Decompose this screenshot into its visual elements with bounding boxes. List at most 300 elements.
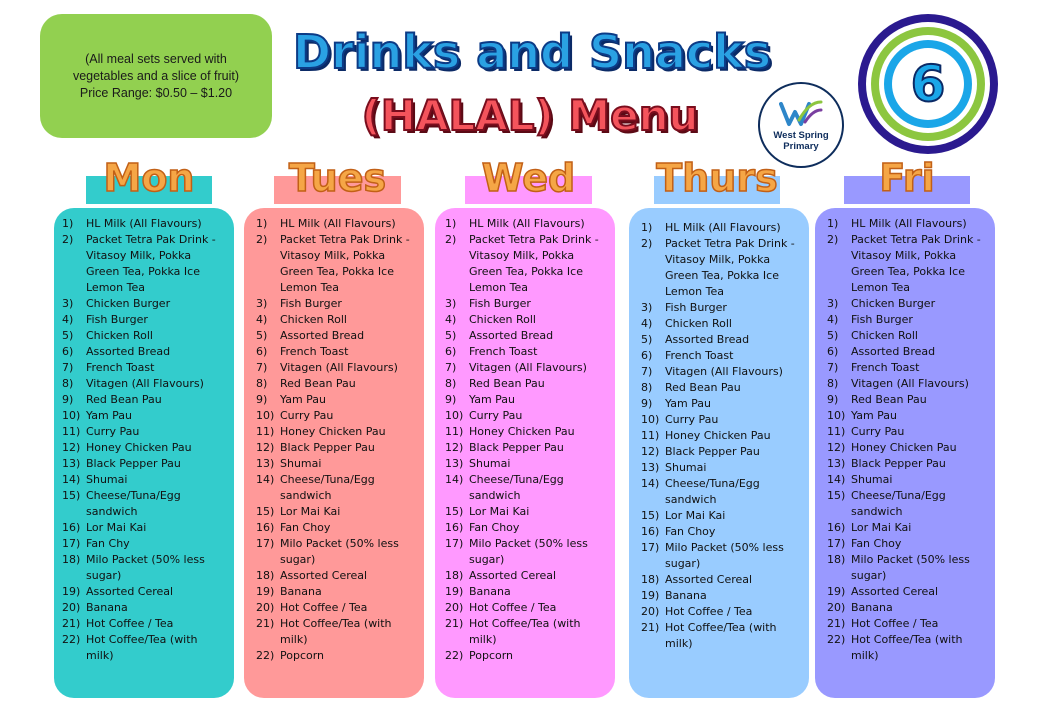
menu-item-text: Red Bean Pau: [665, 381, 741, 394]
menu-column-thurs: [629, 208, 809, 698]
menu-column-wed: [435, 208, 615, 698]
menu-item-number: 21): [641, 621, 660, 634]
menu-item: [827, 328, 987, 344]
menu-item-text: French Toast: [665, 349, 734, 362]
menu-item-text: Fish Burger: [86, 313, 148, 326]
info-line-1: (All meal sets served with: [85, 51, 227, 66]
menu-item: [62, 296, 226, 312]
menu-item: [827, 360, 987, 376]
menu-item-text: Chicken Roll: [851, 329, 918, 342]
menu-item: [62, 520, 226, 536]
menu-item: [62, 312, 226, 328]
menu-item: [62, 456, 226, 472]
menu-item: [256, 408, 416, 424]
menu-item: [445, 232, 607, 296]
menu-item-text: HL Milk (All Flavours): [280, 217, 396, 230]
menu-item-number: 3): [256, 297, 268, 310]
menu-item-text: Black Pepper Pau: [851, 457, 946, 470]
menu-item-number: 1): [256, 217, 268, 230]
menu-item-text: Curry Pau: [851, 425, 905, 438]
menu-item-text: Black Pepper Pau: [86, 457, 181, 470]
menu-item-text: Chicken Burger: [851, 297, 936, 310]
menu-item-number: 20): [641, 605, 660, 618]
menu-item-text: Assorted Bread: [851, 345, 936, 358]
menu-item-text: Hot Coffee / Tea: [851, 617, 939, 630]
menu-item: [641, 396, 801, 412]
menu-item: [827, 536, 987, 552]
menu-item: [445, 392, 607, 408]
menu-item-text: Packet Tetra Pak Drink - Vitasoy Milk, Pokka Green Tea, Pokka Ice Lemon Tea: [280, 233, 410, 294]
menu-item-number: 8): [445, 377, 457, 390]
menu-item-number: 8): [256, 377, 268, 390]
menu-item: [641, 364, 801, 380]
menu-item: [256, 392, 416, 408]
menu-item: [256, 216, 416, 232]
menu-item-number: 4): [256, 313, 268, 326]
menu-item-number: 13): [641, 461, 660, 474]
menu-item-text: Vitagen (All Flavours): [86, 377, 204, 390]
menu-item: [62, 632, 226, 664]
menu-item-text: Hot Coffee / Tea: [469, 601, 557, 614]
menu-item: [641, 428, 801, 444]
menu-item-number: 17): [62, 537, 81, 550]
menu-item: [256, 568, 416, 584]
menu-item-number: 22): [445, 649, 464, 662]
menu-item-number: 4): [827, 313, 839, 326]
menu-item: [827, 488, 987, 520]
menu-item-number: 14): [641, 477, 660, 490]
menu-item: [445, 328, 607, 344]
menu-item: [445, 536, 607, 568]
menu-item-text: Lor Mai Kai: [469, 505, 530, 518]
menu-item-number: 15): [256, 505, 275, 518]
menu-item: [62, 376, 226, 392]
menu-item-number: 3): [62, 297, 74, 310]
menu-item-text: Assorted Bread: [86, 345, 171, 358]
menu-item-text: Curry Pau: [86, 425, 140, 438]
menu-item-number: 18): [641, 573, 660, 586]
menu-item-text: Red Bean Pau: [851, 393, 927, 406]
menu-item-number: 7): [256, 361, 268, 374]
day-header-fri: [844, 156, 970, 206]
menu-item: [827, 616, 987, 632]
menu-item-text: Honey Chicken Pau: [469, 425, 575, 438]
menu-item-number: 7): [827, 361, 839, 374]
menu-item: [445, 584, 607, 600]
menu-item: [641, 220, 801, 236]
menu-item: [445, 296, 607, 312]
menu-item-number: 2): [256, 233, 268, 246]
menu-item-text: Assorted Bread: [280, 329, 365, 342]
menu-item-text: Lor Mai Kai: [86, 521, 147, 534]
menu-item: [827, 408, 987, 424]
menu-item: [445, 648, 607, 664]
menu-item-text: Fan Choy: [469, 521, 520, 534]
price-info-box: [40, 14, 272, 138]
menu-item-number: 12): [445, 441, 464, 454]
menu-item-number: 5): [256, 329, 268, 342]
menu-item-text: Black Pepper Pau: [280, 441, 375, 454]
menu-item: [256, 376, 416, 392]
menu-item-text: Assorted Cereal: [280, 569, 368, 582]
menu-item-number: 5): [641, 333, 653, 346]
menu-item: [641, 508, 801, 524]
menu-item: [641, 332, 801, 348]
menu-item-text: French Toast: [280, 345, 349, 358]
menu-item: [641, 348, 801, 364]
menu-item-number: 6): [62, 345, 74, 358]
menu-item-number: 9): [445, 393, 457, 406]
menu-item-number: 19): [62, 585, 81, 598]
menu-item-number: 18): [827, 553, 846, 566]
menu-item-number: 1): [62, 217, 74, 230]
menu-item: [641, 316, 801, 332]
menu-item: [827, 552, 987, 584]
menu-item-text: Assorted Cereal: [86, 585, 174, 598]
menu-item-text: HL Milk (All Flavours): [469, 217, 585, 230]
menu-item: [445, 376, 607, 392]
menu-item-number: 16): [256, 521, 275, 534]
menu-item-text: Fan Choy: [851, 537, 902, 550]
menu-item: [641, 604, 801, 620]
menu-item-text: Shumai: [665, 461, 707, 474]
menu-item: [827, 424, 987, 440]
menu-item: [256, 296, 416, 312]
menu-item-number: 7): [445, 361, 457, 374]
menu-item-text: Curry Pau: [469, 409, 523, 422]
menu-item: [827, 216, 987, 232]
menu-item-number: 10): [62, 409, 81, 422]
menu-item-number: 20): [445, 601, 464, 614]
menu-item: [641, 236, 801, 300]
menu-item-text: Assorted Bread: [665, 333, 750, 346]
day-label: Wed: [481, 156, 576, 200]
menu-item-text: Hot Coffee/Tea (with milk): [86, 633, 198, 662]
week-number-badge: [858, 14, 998, 154]
menu-item-number: 16): [62, 521, 81, 534]
menu-item-number: 12): [256, 441, 275, 454]
day-header-mon: [86, 156, 212, 206]
menu-item-text: Yam Pau: [469, 393, 516, 406]
menu-item-text: Hot Coffee / Tea: [86, 617, 174, 630]
menu-item: [445, 360, 607, 376]
menu-item-text: Red Bean Pau: [280, 377, 356, 390]
menu-item-text: Chicken Roll: [280, 313, 347, 326]
menu-item-number: 19): [827, 585, 846, 598]
menu-item-number: 9): [256, 393, 268, 406]
menu-item: [445, 456, 607, 472]
menu-item-number: 8): [641, 381, 653, 394]
menu-item-text: Banana: [86, 601, 128, 614]
day-header-tues: [274, 156, 401, 206]
page-subtitle: (HALAL) Menu: [361, 91, 699, 140]
menu-item-text: Milo Packet (50% less sugar): [851, 553, 970, 582]
school-name: West Spring Primary: [773, 130, 829, 152]
menu-item: [827, 584, 987, 600]
menu-item: [827, 600, 987, 616]
menu-item-text: Packet Tetra Pak Drink - Vitasoy Milk, Pokka Green Tea, Pokka Ice Lemon Tea: [86, 233, 216, 294]
menu-item-text: Fish Burger: [665, 301, 727, 314]
menu-item: [641, 380, 801, 396]
menu-item-number: 20): [62, 601, 81, 614]
menu-item-text: Fan Choy: [280, 521, 331, 534]
menu-item-text: Banana: [665, 589, 707, 602]
day-label: Mon: [103, 156, 195, 200]
info-line-3: Price Range: $0.50 – $1.20: [79, 85, 233, 100]
menu-item-number: 8): [62, 377, 74, 390]
menu-item-number: 18): [445, 569, 464, 582]
menu-item: [62, 424, 226, 440]
menu-item-number: 22): [256, 649, 275, 662]
menu-item-text: Cheese/Tuna/Egg sandwich: [851, 489, 946, 518]
menu-item-number: 16): [827, 521, 846, 534]
menu-item: [641, 572, 801, 588]
menu-item-number: 6): [827, 345, 839, 358]
menu-item-number: 15): [62, 489, 81, 502]
menu-column-fri: [815, 208, 995, 698]
menu-item: [256, 616, 416, 648]
menu-item: [445, 600, 607, 616]
menu-item-text: Vitagen (All Flavours): [280, 361, 398, 374]
school-logo-icon: [779, 98, 823, 128]
menu-item-text: Fan Choy: [665, 525, 716, 538]
menu-item: [445, 504, 607, 520]
menu-item-number: 12): [641, 445, 660, 458]
menu-item-text: Milo Packet (50% less sugar): [86, 553, 205, 582]
menu-item: [641, 524, 801, 540]
menu-column-tues: [244, 208, 424, 698]
menu-item-text: Packet Tetra Pak Drink - Vitasoy Milk, Pokka Green Tea, Pokka Ice Lemon Tea: [665, 237, 795, 298]
menu-item-text: Shumai: [86, 473, 128, 486]
menu-item-text: Curry Pau: [665, 413, 719, 426]
info-line-2: vegetables and a slice of fruit): [72, 68, 240, 83]
menu-item-text: Milo Packet (50% less sugar): [280, 537, 399, 566]
menu-item: [256, 648, 416, 664]
menu-item-text: Assorted Cereal: [665, 573, 753, 586]
menu-item-text: Red Bean Pau: [469, 377, 545, 390]
menu-item-number: 7): [62, 361, 74, 374]
menu-item-number: 6): [256, 345, 268, 358]
menu-item: [445, 472, 607, 504]
page-title: Drinks and Snacks: [292, 25, 772, 79]
menu-item-text: Honey Chicken Pau: [665, 429, 771, 442]
menu-item-number: 15): [445, 505, 464, 518]
day-header-thurs: [654, 156, 780, 206]
menu-item: [445, 568, 607, 584]
menu-item-number: 1): [827, 217, 839, 230]
menu-item: [256, 344, 416, 360]
menu-item-number: 13): [256, 457, 275, 470]
menu-item: [62, 392, 226, 408]
menu-item-number: 11): [827, 425, 846, 438]
menu-item-text: Yam Pau: [86, 409, 133, 422]
menu-item: [256, 456, 416, 472]
menu-item-number: 16): [641, 525, 660, 538]
menu-item-text: Fish Burger: [851, 313, 913, 326]
day-header-wed: [465, 156, 592, 206]
menu-item-number: 11): [62, 425, 81, 438]
menu-item: [62, 488, 226, 520]
menu-item-number: 11): [641, 429, 660, 442]
menu-item-text: Shumai: [280, 457, 322, 470]
menu-item-number: 13): [445, 457, 464, 470]
menu-item: [827, 312, 987, 328]
menu-item-text: Milo Packet (50% less sugar): [469, 537, 588, 566]
menu-item-text: Packet Tetra Pak Drink - Vitasoy Milk, Pokka Green Tea, Pokka Ice Lemon Tea: [469, 233, 599, 294]
menu-item: [256, 520, 416, 536]
menu-item: [445, 216, 607, 232]
menu-item-text: Black Pepper Pau: [469, 441, 564, 454]
menu-item: [62, 536, 226, 552]
menu-item: [641, 412, 801, 428]
menu-item-number: 2): [827, 233, 839, 246]
menu-item-text: Cheese/Tuna/Egg sandwich: [665, 477, 760, 506]
menu-item-number: 20): [256, 601, 275, 614]
menu-item-text: Banana: [280, 585, 322, 598]
menu-item-text: Vitagen (All Flavours): [469, 361, 587, 374]
menu-item-text: Honey Chicken Pau: [851, 441, 957, 454]
menu-item-number: 9): [827, 393, 839, 406]
menu-item-number: 14): [827, 473, 846, 486]
menu-item: [256, 424, 416, 440]
menu-item: [445, 424, 607, 440]
menu-item-text: HL Milk (All Flavours): [665, 221, 781, 234]
menu-item-number: 5): [445, 329, 457, 342]
menu-item-text: Assorted Cereal: [469, 569, 557, 582]
menu-item-number: 3): [445, 297, 457, 310]
menu-item: [641, 620, 801, 652]
menu-item-number: 9): [641, 397, 653, 410]
menu-item: [641, 300, 801, 316]
menu-item-text: French Toast: [469, 345, 538, 358]
menu-item: [256, 312, 416, 328]
menu-item-text: Yam Pau: [665, 397, 712, 410]
menu-item-number: 18): [62, 553, 81, 566]
menu-item-text: Popcorn: [469, 649, 514, 662]
menu-item-number: 10): [641, 413, 660, 426]
menu-item-number: 10): [256, 409, 275, 422]
menu-item-text: Cheese/Tuna/Egg sandwich: [280, 473, 375, 502]
menu-item-text: Honey Chicken Pau: [280, 425, 386, 438]
menu-item-number: 5): [827, 329, 839, 342]
menu-item-text: Cheese/Tuna/Egg sandwich: [469, 473, 564, 502]
menu-item-number: 10): [445, 409, 464, 422]
menu-item: [256, 504, 416, 520]
menu-item-text: Banana: [469, 585, 511, 598]
menu-item-number: 21): [62, 617, 81, 630]
menu-item-number: 9): [62, 393, 74, 406]
menu-item-text: Lor Mai Kai: [665, 509, 726, 522]
menu-item-text: Curry Pau: [280, 409, 334, 422]
menu-item-number: 1): [641, 221, 653, 234]
menu-item-number: 7): [641, 365, 653, 378]
menu-item-text: Cheese/Tuna/Egg sandwich: [86, 489, 181, 518]
menu-item: [256, 232, 416, 296]
menu-item-number: 12): [62, 441, 81, 454]
menu-item: [827, 296, 987, 312]
menu-item: [827, 232, 987, 296]
menu-item-number: 2): [641, 237, 653, 250]
menu-item: [256, 472, 416, 504]
menu-item-number: 19): [641, 589, 660, 602]
menu-item-text: Hot Coffee/Tea (with milk): [280, 617, 392, 646]
menu-item-number: 12): [827, 441, 846, 454]
menu-item-text: Chicken Roll: [469, 313, 536, 326]
menu-item: [445, 408, 607, 424]
menu-item-text: Milo Packet (50% less sugar): [665, 541, 784, 570]
menu-item-text: Assorted Bread: [469, 329, 554, 342]
menu-item-number: 13): [827, 457, 846, 470]
menu-item: [641, 444, 801, 460]
menu-item-number: 2): [62, 233, 74, 246]
menu-item-number: 14): [62, 473, 81, 486]
menu-item-number: 17): [641, 541, 660, 554]
menu-item-number: 19): [256, 585, 275, 598]
menu-item-text: Fan Chy: [86, 537, 130, 550]
menu-item: [62, 408, 226, 424]
menu-item-text: Chicken Roll: [665, 317, 732, 330]
menu-item: [641, 460, 801, 476]
menu-item-number: 22): [62, 633, 81, 646]
menu-item: [445, 520, 607, 536]
menu-column-mon: [54, 208, 234, 698]
menu-item-number: 19): [445, 585, 464, 598]
menu-item: [827, 472, 987, 488]
menu-item: [641, 476, 801, 508]
day-label: Thurs: [656, 156, 778, 200]
menu-item: [62, 216, 226, 232]
menu-item-text: Hot Coffee/Tea (with milk): [851, 633, 963, 662]
menu-item-text: Yam Pau: [851, 409, 898, 422]
menu-item: [445, 312, 607, 328]
menu-item: [62, 360, 226, 376]
menu-item-text: Black Pepper Pau: [665, 445, 760, 458]
menu-item-text: Banana: [851, 601, 893, 614]
menu-item-text: French Toast: [851, 361, 920, 374]
menu-item-number: 14): [445, 473, 464, 486]
day-label: Tues: [288, 156, 387, 200]
menu-item-number: 21): [445, 617, 464, 630]
menu-item-text: Hot Coffee/Tea (with milk): [665, 621, 777, 650]
menu-item-number: 11): [256, 425, 275, 438]
menu-item-number: 5): [62, 329, 74, 342]
menu-item: [827, 456, 987, 472]
menu-item: [62, 232, 226, 296]
menu-item-text: Packet Tetra Pak Drink - Vitasoy Milk, Pokka Green Tea, Pokka Ice Lemon Tea: [851, 233, 981, 294]
menu-item-text: Honey Chicken Pau: [86, 441, 192, 454]
menu-item-number: 21): [827, 617, 846, 630]
menu-item-text: Fish Burger: [280, 297, 342, 310]
menu-item: [62, 328, 226, 344]
menu-item: [827, 376, 987, 392]
menu-item-text: Vitagen (All Flavours): [665, 365, 783, 378]
menu-item-number: 4): [641, 317, 653, 330]
menu-item: [62, 440, 226, 456]
menu-item-number: 15): [827, 489, 846, 502]
menu-item-text: Hot Coffee/Tea (with milk): [469, 617, 581, 646]
menu-item-number: 11): [445, 425, 464, 438]
menu-item-text: Lor Mai Kai: [280, 505, 341, 518]
menu-item-text: Chicken Burger: [86, 297, 171, 310]
menu-item: [641, 588, 801, 604]
menu-item: [256, 536, 416, 568]
menu-item-text: Shumai: [469, 457, 511, 470]
menu-item-number: 17): [445, 537, 464, 550]
menu-item: [827, 344, 987, 360]
menu-item-number: 2): [445, 233, 457, 246]
menu-item: [445, 440, 607, 456]
menu-item-number: 14): [256, 473, 275, 486]
